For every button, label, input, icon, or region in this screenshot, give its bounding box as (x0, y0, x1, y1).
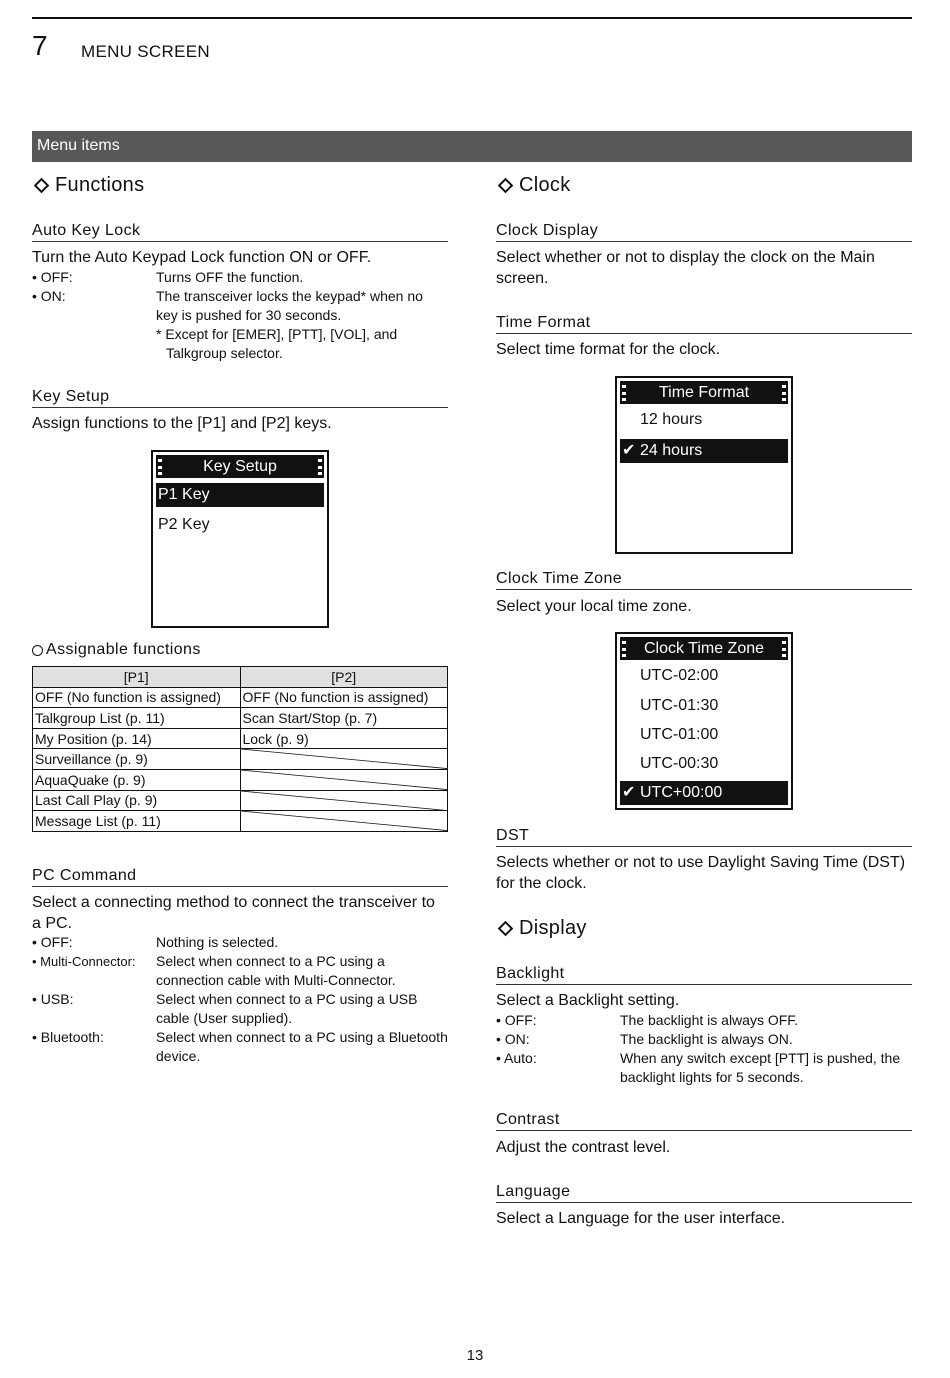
diamond-icon (34, 178, 50, 194)
clock-display-heading: Clock Display (496, 222, 912, 242)
time-format-screen (615, 376, 793, 554)
table-cell-empty (240, 749, 448, 770)
screen-item: 12 hours (640, 411, 703, 428)
menu-bars-icon (782, 385, 786, 401)
table-cell: AquaQuake (p. 9) (33, 769, 241, 790)
check-icon: ✔ (622, 442, 636, 459)
contrast-description: Adjust the contrast level. (496, 1139, 671, 1156)
screen-item: UTC-01:00 (640, 726, 719, 743)
assignable-heading (32, 641, 201, 659)
screen-header (156, 455, 324, 478)
option-value: Select when connect to a PC using a connection cable with Multi-Connector. (156, 953, 396, 988)
option-row (496, 1011, 912, 1030)
display-heading (496, 917, 587, 940)
backlight-options (496, 1011, 912, 1087)
screen-item-p2-key: P2 Key (158, 516, 210, 533)
table-cell: Message List (p. 11) (33, 811, 241, 832)
table-header-p2: [P2] (240, 667, 448, 688)
contrast-heading: Contrast (496, 1111, 912, 1131)
option-value: Turns OFF the function. (156, 269, 304, 285)
pc-command-heading: PC Command (32, 867, 448, 887)
assignable-table (32, 666, 448, 832)
option-value: Nothing is selected. (156, 934, 279, 950)
option-key: • OFF: (32, 269, 73, 285)
section-band-label: Menu items (37, 137, 120, 154)
option-key: • Auto: (496, 1050, 537, 1066)
table-row (33, 749, 448, 770)
table-row (33, 811, 448, 832)
key-setup-screen (151, 450, 329, 628)
table-header-row (33, 667, 448, 688)
option-key: • Multi-Connector: (32, 954, 136, 969)
display-title: Display (519, 917, 587, 939)
diamond-icon (498, 178, 514, 194)
option-value: The backlight is always OFF. (620, 1012, 799, 1028)
language-description: Select a Language for the user interface. (496, 1210, 786, 1227)
chapter-number: 7 (32, 30, 48, 61)
option-row (32, 287, 448, 325)
table-row (33, 687, 448, 708)
screen-header (620, 637, 788, 660)
table-cell-empty (240, 790, 448, 811)
option-row (32, 933, 448, 952)
option-row (496, 1030, 912, 1049)
option-value: Select when connect to a PC using a Bluetooth device. (156, 1029, 448, 1064)
table-cell: Scan Start/Stop (p. 7) (240, 708, 448, 729)
table-header-p1: [P1] (33, 667, 241, 688)
menu-bars-icon (622, 641, 626, 657)
table-row (33, 790, 448, 811)
option-row (32, 1028, 448, 1066)
time-zone-heading: Clock Time Zone (496, 570, 912, 590)
screen-header-label: Clock Time Zone (643, 640, 765, 657)
check-icon: ✔ (622, 784, 636, 801)
clock-title: Clock (519, 174, 571, 196)
table-cell: Surveillance (p. 9) (33, 749, 241, 770)
clock-display-description: Select whether or not to display the clock on the Main screen. (496, 249, 875, 287)
table-cell-empty (240, 769, 448, 790)
language-heading: Language (496, 1183, 912, 1203)
key-setup-heading: Key Setup (32, 388, 448, 408)
time-zone-description: Select your local time zone. (496, 598, 692, 615)
table-cell-empty (240, 811, 448, 832)
functions-title: Functions (55, 174, 145, 196)
pc-command-description: Select a connecting method to connect the transceiver to a PC. (32, 894, 435, 932)
page-number: 13 (466, 1347, 484, 1364)
screen-header (620, 381, 788, 404)
table-cell: Last Call Play (p. 9) (33, 790, 241, 811)
pc-command-options (32, 933, 448, 1066)
clock-heading (496, 174, 571, 197)
option-key: • ON: (496, 1031, 530, 1047)
time-format-heading: Time Format (496, 314, 912, 334)
option-row (32, 990, 448, 1028)
chapter-title: MENU SCREEN (81, 42, 210, 61)
auto-key-lock-heading: Auto Key Lock (32, 222, 448, 242)
table-cell: Lock (p. 9) (240, 728, 448, 749)
table-cell: My Position (p. 14) (33, 728, 241, 749)
option-row (32, 952, 448, 990)
time-format-description: Select time format for the clock. (496, 341, 721, 358)
screen-item-selected: ✔ 24 hours (620, 439, 788, 463)
option-note: * Except for [EMER], [PTT], [VOL], and Talkgroup selector. (156, 326, 398, 361)
table-cell: OFF (No function is assigned) (33, 687, 241, 708)
table-row (33, 769, 448, 790)
backlight-heading: Backlight (496, 965, 912, 985)
auto-key-lock-options (32, 268, 448, 363)
option-key: • USB: (32, 991, 74, 1007)
menu-bars-icon (622, 385, 626, 401)
option-key: • ON: (32, 288, 66, 304)
assignable-title: Assignable functions (46, 641, 201, 658)
dst-heading: DST (496, 827, 912, 847)
option-value: Select when connect to a PC using a USB cable (User supplied). (156, 991, 418, 1026)
menu-bars-icon (158, 459, 162, 475)
option-key: • OFF: (496, 1012, 537, 1028)
option-value: When any switch except [PTT] is pushed, the backlight lights for 5 seconds. (620, 1050, 901, 1085)
dst-description: Selects whether or not to use Daylight Saving Time (DST) for the clock. (496, 854, 906, 892)
option-row (32, 268, 448, 287)
table-row (33, 708, 448, 729)
screen-header-label: Key Setup (203, 458, 277, 475)
diamond-icon (498, 921, 514, 937)
menu-bars-icon (318, 459, 322, 475)
key-setup-description: Assign functions to the [P1] and [P2] keys. (32, 415, 332, 432)
screen-item: UTC-00:30 (640, 755, 719, 772)
table-cell: OFF (No function is assigned) (240, 687, 448, 708)
menu-bars-icon (782, 641, 786, 657)
screen-item: UTC-02:00 (640, 667, 719, 684)
option-value: The backlight is always ON. (620, 1031, 793, 1047)
option-key: • Bluetooth: (32, 1029, 104, 1045)
screen-item-p1-key: P1 Key (156, 483, 324, 507)
option-value: The transceiver locks the keypad* when no key is pushed for 30 seconds. (156, 288, 423, 323)
screen-item-selected: ✔ UTC+00:00 (620, 781, 788, 805)
option-key: • OFF: (32, 934, 73, 950)
table-row (33, 728, 448, 749)
circle-icon (32, 645, 43, 656)
time-zone-screen (615, 632, 793, 810)
screen-header-label: Time Format (658, 384, 750, 401)
section-band (32, 131, 912, 162)
functions-heading (32, 174, 144, 197)
auto-key-lock-description: Turn the Auto Keypad Lock function ON or OFF. (32, 249, 372, 266)
top-rule (32, 17, 912, 19)
backlight-description: Select a Backlight setting. (496, 992, 680, 1009)
option-note-row (32, 325, 448, 363)
screen-item: UTC-01:30 (640, 697, 719, 714)
table-cell: Talkgroup List (p. 11) (33, 708, 241, 729)
option-row (496, 1049, 912, 1087)
